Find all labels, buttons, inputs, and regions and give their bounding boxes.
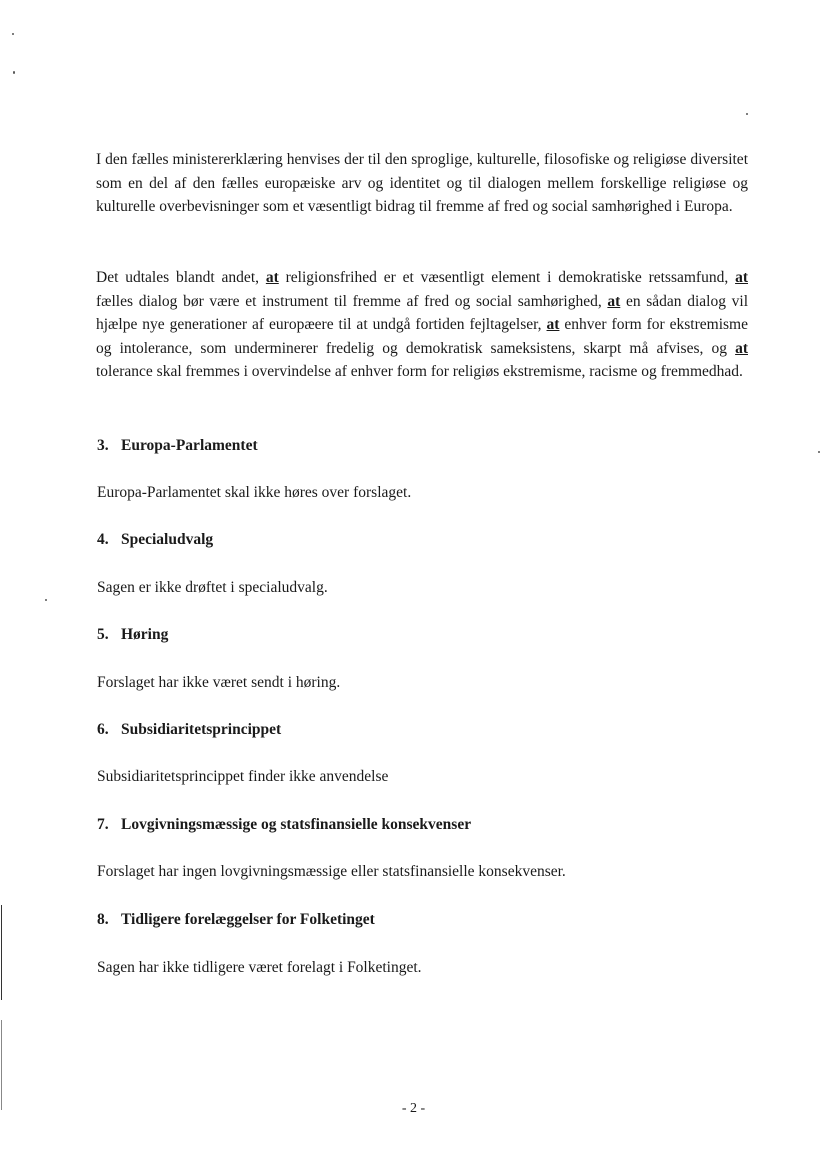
section-heading: [97, 816, 471, 834]
scan-speck: [746, 113, 748, 115]
scan-speck: [12, 33, 14, 35]
section-number: 6.: [97, 721, 109, 738]
emphasis-at: at: [735, 339, 748, 357]
section-heading: [97, 626, 168, 644]
section-number: 5.: [97, 626, 109, 643]
section-title: Specialudvalg: [121, 531, 214, 548]
text-run: tolerance skal fremmes i overvindelse af enhver form for religiøs ekstremisme, racisme og fremmedhad.: [96, 363, 743, 380]
emphasis-at: at: [735, 269, 748, 286]
scan-speck: [45, 599, 47, 601]
section-number: 7.: [97, 816, 109, 833]
section-title: Tidligere forelæggelser for Folketinget: [121, 911, 375, 928]
section-title: Lovgivningsmæssige og statsfinansielle konsekvenser: [121, 816, 472, 833]
text-run: religionsfrihed er et væsentligt element i demokratiske retssamfund,: [278, 269, 736, 286]
text-run: enhver form for ekstremisme og intolerance, som underminerer fredelig og demokratisk sameksistens, skarpt må afvises, og: [96, 316, 748, 357]
intro-paragraph: I den fælles ministererklæring henvises der til den sproglige, kulturelle, filosofiske og religiøse diversitet som en del af den fælles europæiske arv og identitet og til dialogen mellem forskellige religiøse og kulturelle overbevisninger som et væsentligt bidrag til fremme af fred og social samhørighed i Europa.: [96, 151, 748, 215]
text-run: Det udtales blandt andet,: [96, 269, 266, 286]
statement-paragraph: [96, 266, 748, 384]
section-body: Subsidiaritetsprincippet finder ikke anvendelse: [97, 768, 389, 785]
emphasis-at: at: [546, 316, 560, 333]
section-heading: [97, 437, 258, 455]
text-run: fælles dialog bør være et instrument til fremme af fred og social samhørighed,: [96, 292, 608, 310]
section-body: Forslaget har ingen lovgivningsmæssige eller statsfinansielle konsekvenser.: [97, 863, 566, 880]
section-number: 4.: [97, 531, 109, 548]
section-body: Sagen har ikke tidligere været forelagt i Folketinget.: [97, 959, 422, 976]
page-number: - 2 -: [401, 1101, 426, 1116]
section-title: Høring: [121, 626, 169, 643]
scan-edge-line: [1, 1020, 2, 1110]
section-title: Europa-Parlamentet: [121, 437, 258, 454]
section-number: 8.: [97, 911, 109, 928]
section-heading: [97, 911, 375, 929]
section-heading: [97, 531, 213, 549]
section-body: Sagen er ikke drøftet i specialudvalg.: [97, 579, 328, 596]
scan-speck: [818, 451, 820, 453]
text-run: en sådan dialog vil hjælpe nye generationer af europæere til at undgå fortiden fejltagelser,: [96, 292, 748, 333]
section-title: Subsidiaritetsprincippet: [121, 721, 282, 738]
section-body: Europa-Parlamentet skal ikke høres over forslaget.: [97, 484, 412, 501]
section-heading: [97, 721, 281, 739]
scan-edge-line: [1, 905, 2, 1000]
emphasis-at: at: [265, 269, 279, 286]
emphasis-at: at: [607, 292, 621, 310]
scan-speck: [13, 71, 15, 74]
section-number: 3.: [97, 437, 109, 454]
section-body: Forslaget har ikke været sendt i høring.: [97, 674, 341, 691]
